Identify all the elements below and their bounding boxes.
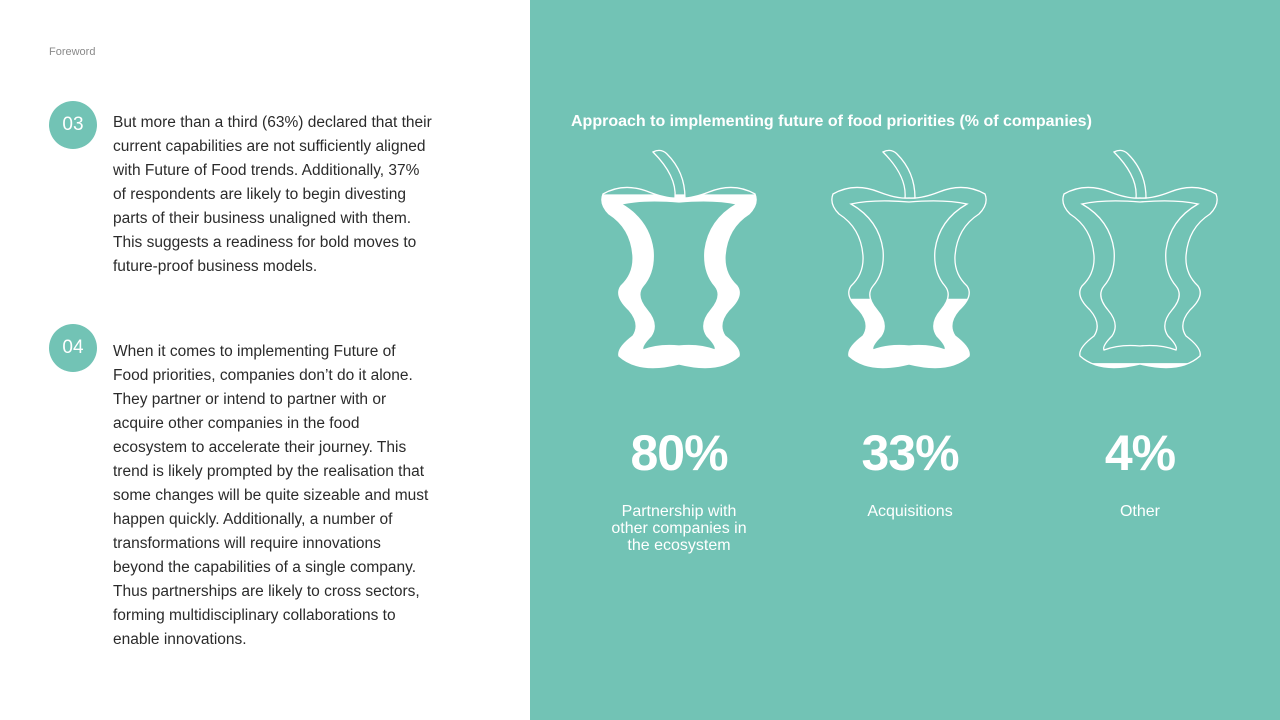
apple-core-icon	[1063, 150, 1217, 367]
stem-outline	[1114, 150, 1146, 198]
chart-title: Approach to implementing future of food priorities (% of companies)	[571, 113, 1092, 130]
stem-outline	[883, 150, 915, 198]
value-label: 33%	[861, 425, 959, 481]
value-label: 80%	[630, 425, 728, 481]
value-fill	[602, 150, 756, 367]
apple-core-chart	[530, 0, 1280, 720]
section-label: Foreword	[49, 46, 96, 58]
stem-outline	[653, 150, 685, 198]
value-label: 4%	[1104, 425, 1176, 481]
value-fill	[1063, 150, 1217, 367]
apple-core-icon	[602, 150, 756, 367]
point-paragraph: But more than a third (63%) declared that their current capabilities are not sufficiently aligned with Future of Food trends. Additionally, 37% of respondents are likely to begin divesting parts of their business unaligned with them. This suggests a readiness for bold moves to future-proof business models.	[113, 114, 432, 275]
point-paragraph: When it comes to implementing Future of Food priorities, companies don’t do it alone. They partner or intend to partner with or acquire other companies in the food ecosystem to accelerate their journey. This trend is likely prompted by the realisation that some changes will be quite sizeable and must happen quickly. Additionally, a number of transformations will require innovations beyond the capabilities of a single company. Thus partnerships are likely to cross sectors, forming multidisciplinary collaborations to enable innovations.	[113, 343, 429, 648]
core-outline	[1082, 201, 1198, 350]
apple-core-icon	[832, 150, 986, 367]
category-label: Partnership with other companies in the ecosystem	[611, 503, 747, 554]
value-fill	[832, 150, 986, 367]
text-panel	[0, 0, 530, 720]
category-label: Other	[1119, 503, 1160, 520]
chart-panel	[530, 0, 1280, 720]
category-label: Acquisitions	[867, 503, 953, 520]
core-outline	[832, 187, 986, 367]
point-number-badge: 03	[49, 101, 97, 149]
core-outline	[1063, 187, 1217, 367]
point-number-badge: 04	[49, 324, 97, 372]
